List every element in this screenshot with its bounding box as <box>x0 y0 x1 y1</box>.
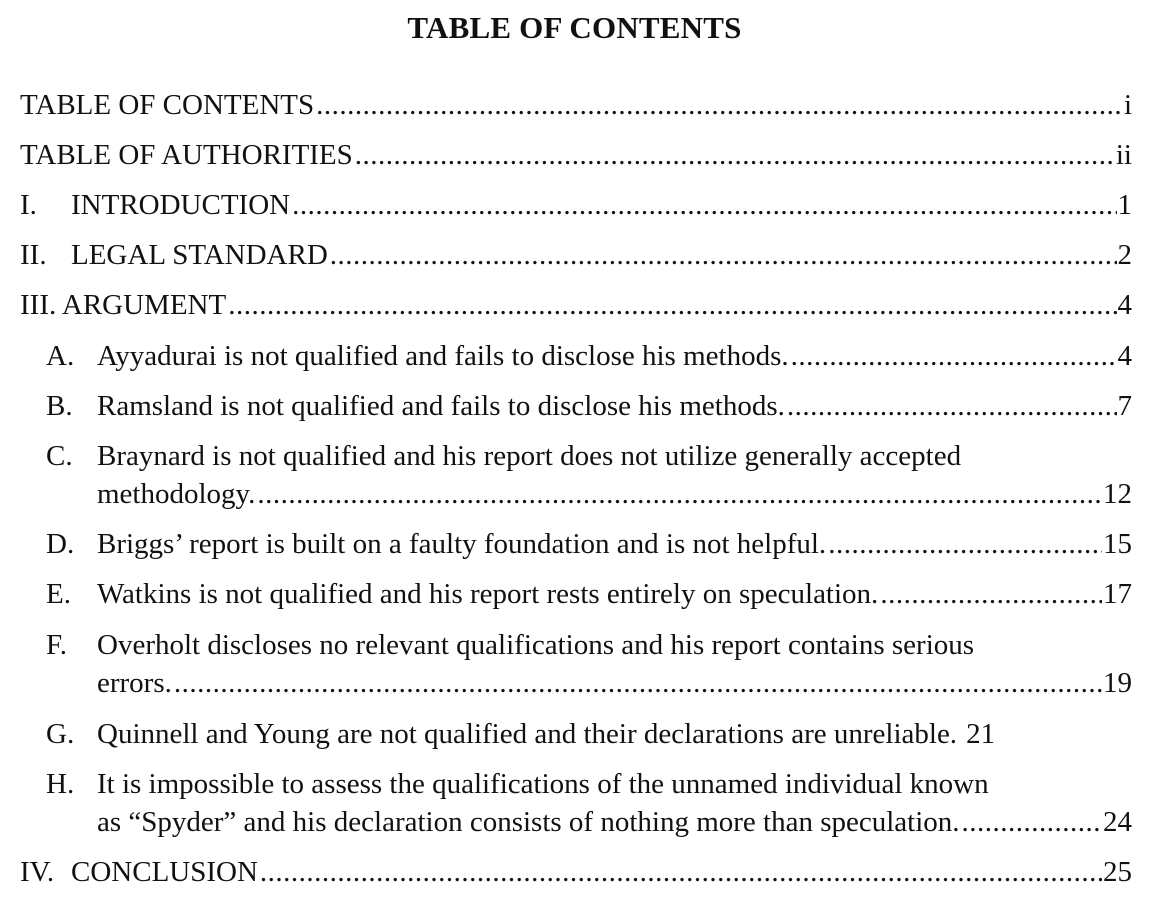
dot-leader <box>828 525 1102 563</box>
toc-entry-text: Watkins is not qualified and his report rests entirely on speculation. <box>97 578 879 610</box>
toc-page-number: 15 <box>1103 528 1132 560</box>
dot-leader <box>791 337 1117 375</box>
toc-page-number: 4 <box>1117 340 1132 372</box>
toc-entry-text: III. ARGUMENT <box>20 289 227 321</box>
toc-page-number: 2 <box>1117 239 1132 271</box>
dot-leader <box>174 664 1102 702</box>
toc-page-number: 19 <box>1103 667 1132 699</box>
toc-entry-number: H. <box>46 768 75 800</box>
toc-entry-number: B. <box>46 390 73 422</box>
toc-entry-text: as “Spyder” and his declaration consists of nothing more than speculation. <box>97 806 960 838</box>
toc-entry-text: INTRODUCTION <box>71 189 291 221</box>
toc-entry-text: Ayyadurai is not qualified and fails to disclose his methods. <box>97 340 789 372</box>
toc-page-number: 25 <box>1103 856 1132 888</box>
dot-leader <box>316 86 1123 124</box>
toc-entry-number: II. <box>20 239 47 271</box>
toc-entry-text-line1: It is impossible to assess the qualifications of the unnamed individual known <box>97 768 989 800</box>
toc-entry-number: D. <box>46 528 75 560</box>
toc-entry-number: C. <box>46 440 73 472</box>
toc-page-number: 1 <box>1117 189 1132 221</box>
toc-entry-number: IV. <box>20 856 55 888</box>
toc-entry-text: TABLE OF AUTHORITIES <box>20 139 353 171</box>
toc-entry-text: methodology. <box>97 478 256 510</box>
toc-page-number: 7 <box>1117 390 1132 422</box>
dot-leader <box>292 186 1116 224</box>
toc-page-number: 12 <box>1103 478 1132 510</box>
dot-leader <box>330 236 1117 274</box>
toc-entry-number: A. <box>46 340 75 372</box>
toc-entry-text: Ramsland is not qualified and fails to disclose his methods. <box>97 390 785 422</box>
toc-entry-text-line1: Braynard is not qualified and his report does not utilize generally accepted <box>97 440 962 472</box>
toc-entry-text: Quinnell and Young are not qualified and their declarations are unreliable. <box>97 718 958 750</box>
dot-leader <box>260 853 1102 891</box>
toc-entry-text-line1: Overholt discloses no relevant qualifications and his report contains serious <box>97 629 975 661</box>
toc-page-number: 4 <box>1117 289 1132 321</box>
page-title: TABLE OF CONTENTS <box>407 10 742 45</box>
toc-page-number: 24 <box>1103 806 1132 838</box>
dot-leader <box>228 286 1116 324</box>
dot-leader <box>787 387 1117 425</box>
toc-entry-text: LEGAL STANDARD <box>71 239 328 271</box>
toc-entry-number: E. <box>46 578 71 610</box>
toc-entry-text: CONCLUSION <box>71 856 258 888</box>
toc-entry-number: I. <box>20 189 37 221</box>
toc-page-number: 17 <box>1103 578 1132 610</box>
toc-page-number: 21 <box>966 718 996 750</box>
dot-leader <box>880 575 1102 613</box>
toc-entry-text: TABLE OF CONTENTS <box>20 89 315 121</box>
toc-entry-text: errors. <box>97 667 172 699</box>
toc-page-number: i <box>1123 89 1132 121</box>
toc-entry-number: F. <box>46 629 68 661</box>
dot-leader <box>962 803 1102 841</box>
toc-page-number: ii <box>1115 139 1132 171</box>
dot-leader <box>355 136 1115 174</box>
toc-entry-number: G. <box>46 718 75 750</box>
toc-entry-text: Briggs’ report is built on a faulty foundation and is not helpful. <box>97 528 827 560</box>
dot-leader <box>257 475 1102 513</box>
